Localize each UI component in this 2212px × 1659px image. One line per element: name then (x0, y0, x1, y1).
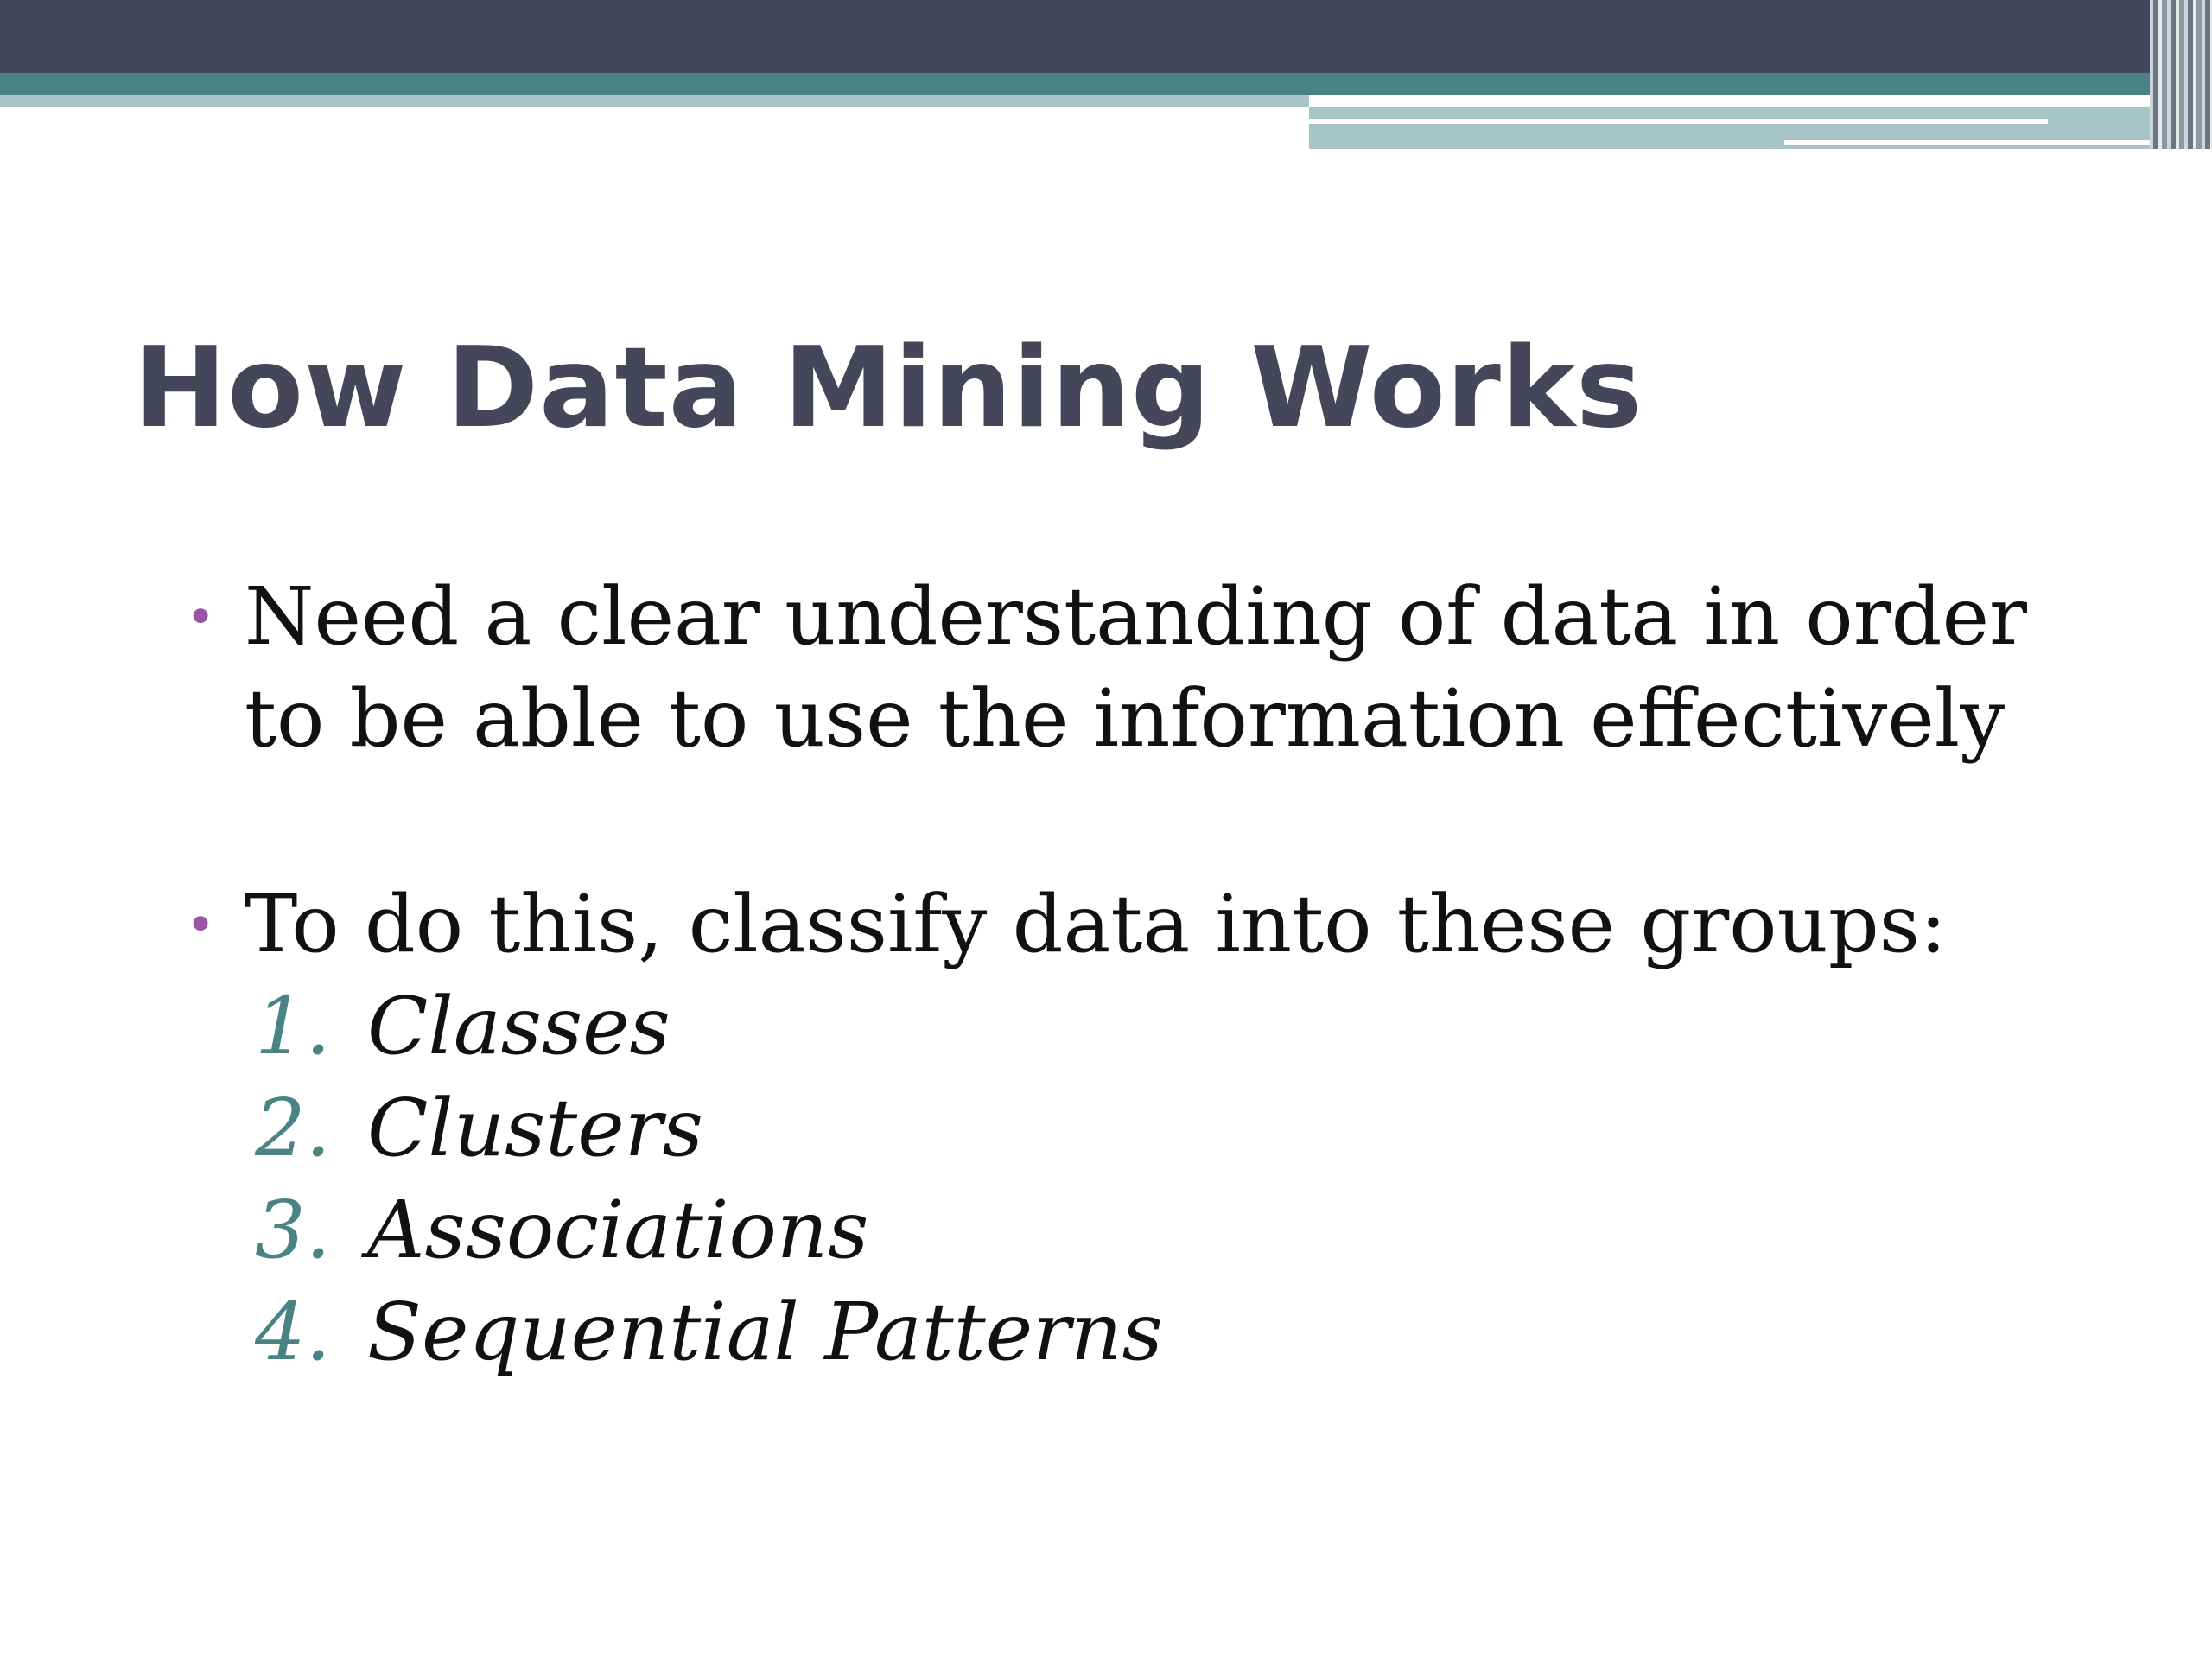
header-dark-band (0, 0, 2212, 73)
header-white-line (1309, 119, 2048, 124)
slide-body (186, 566, 2130, 1383)
bullet-marker: • (186, 895, 216, 954)
group-item-classes (255, 976, 2130, 1077)
group-label: Clusters (367, 1082, 703, 1174)
bullet-spacer (186, 770, 2130, 874)
group-list (186, 976, 2130, 1383)
group-item-associations (255, 1179, 2130, 1281)
bullet-item (186, 566, 2130, 770)
bullet-text: To do this, classify data into these groups: (245, 878, 1947, 970)
group-label: Classes (367, 980, 671, 1072)
group-number: 3. (255, 1184, 331, 1276)
group-item-sequential-patterns (255, 1281, 2130, 1383)
group-number: 1. (255, 980, 331, 1072)
group-number: 2. (255, 1082, 331, 1174)
header-stripes (2150, 0, 2212, 149)
header-white-line-lower (1784, 140, 2212, 145)
bullet-marker: • (186, 588, 216, 646)
header-light-band-left (0, 95, 1309, 107)
bullet-item (186, 874, 2130, 976)
slide-title: How Data Mining Works (134, 324, 1643, 453)
group-item-clusters (255, 1077, 2130, 1179)
bullet-text: Need a clear understanding of data in order to be able to use the information effectively (245, 570, 2027, 765)
group-number: 4. (255, 1286, 331, 1378)
group-label: Associations (367, 1184, 869, 1276)
header-teal-band (0, 73, 2212, 95)
group-label: Sequential Patterns (367, 1286, 1163, 1378)
